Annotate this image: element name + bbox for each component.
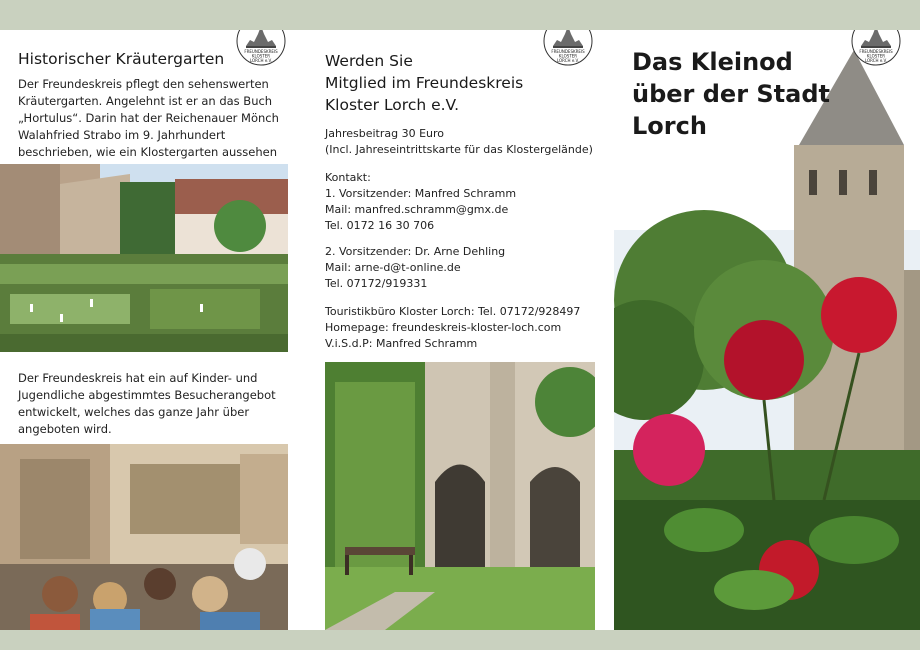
cover-title — [632, 46, 832, 142]
svg-text:KLOSTER: KLOSTER — [866, 53, 886, 59]
chair2-tel: Tel. 07172/919331 — [325, 277, 428, 290]
contact2-block — [325, 244, 605, 292]
fee-amount: Jahresbeitrag 30 Euro — [325, 127, 445, 140]
tourist-office: Touristikbüro Kloster Lorch: Tel. 07172/928497 — [325, 305, 581, 318]
svg-text:FREUNDESKREIS: FREUNDESKREIS — [859, 49, 893, 54]
panel-membership — [307, 30, 614, 630]
chair1-role: 1. Vorsitzender: Manfred Schramm — [325, 187, 517, 200]
svg-text:LORCH e.V.: LORCH e.V. — [556, 58, 580, 63]
cover-title-line2: über der Stadt — [632, 80, 830, 108]
cover-title-line1: Das Kleinod — [632, 48, 793, 76]
monastery-logo-icon — [851, 30, 901, 66]
fee-note: (Incl. Jahreseintrittskarte für das Klostergelände) — [325, 143, 593, 156]
bottom-band — [0, 630, 920, 650]
contact-label: Kontakt: — [325, 171, 371, 184]
panel-herb-garden — [0, 30, 307, 630]
tourist-block — [325, 304, 605, 352]
top-band — [0, 0, 920, 30]
membership-heading-line3: Kloster Lorch e.V. — [325, 96, 460, 114]
svg-text:LORCH e.V.: LORCH e.V. — [864, 58, 888, 63]
panel-cover — [614, 30, 920, 630]
chair2-mail[interactable]: Mail: arne-d@t-online.de — [325, 261, 461, 274]
herb-garden-photo — [0, 164, 288, 352]
cloister-photo — [325, 362, 595, 630]
membership-heading-line2: Mitglied im Freundeskreis — [325, 74, 524, 92]
children-tour-photo — [0, 444, 288, 630]
svg-text:LORCH e.V.: LORCH e.V. — [249, 58, 273, 63]
logo-badge — [236, 30, 286, 66]
monastery-logo-icon — [236, 30, 286, 66]
svg-text:FREUNDESKREIS: FREUNDESKREIS — [551, 49, 585, 54]
logo-badge — [851, 30, 901, 66]
youth-offer-text: Der Freundeskreis hat ein auf Kinder- und Jugendliche abgestimmtes Besucherangebot entwickelt, welches das ganze Jahr über angeboten wird. — [18, 371, 276, 436]
herb-garden-heading: Historischer Kräutergarten — [18, 50, 225, 68]
membership-heading — [325, 50, 565, 116]
svg-text:KLOSTER: KLOSTER — [558, 53, 578, 59]
contact-block — [325, 170, 605, 234]
svg-text:FREUNDESKREIS: FREUNDESKREIS — [244, 49, 278, 54]
chair2-role: 2. Vorsitzender: Dr. Arne Dehling — [325, 245, 506, 258]
cover-title-line3: Lorch — [632, 112, 707, 140]
membership-heading-line1: Werden Sie — [325, 52, 413, 70]
fee-block — [325, 126, 605, 158]
visdp: V.i.S.d.P: Manfred Schramm — [325, 337, 478, 350]
homepage-link[interactable]: Homepage: freundeskreis-kloster-loch.com — [325, 321, 562, 334]
herb-garden-intro: Der Freundeskreis pflegt den sehenswerten Kräutergarten. Angelehnt ist er an das Buch „Hortulus“. Darin hat der Reichenauer Mönch Walahfried Strabo im 9. Jahrhundert beschrieben, wie ein Klostergarten aussehen — [18, 77, 279, 159]
svg-text:KLOSTER: KLOSTER — [251, 53, 271, 59]
chair1-tel: Tel. 0172 16 30 706 — [325, 219, 435, 232]
chair1-mail[interactable]: Mail: manfred.schramm@gmx.de — [325, 203, 509, 216]
